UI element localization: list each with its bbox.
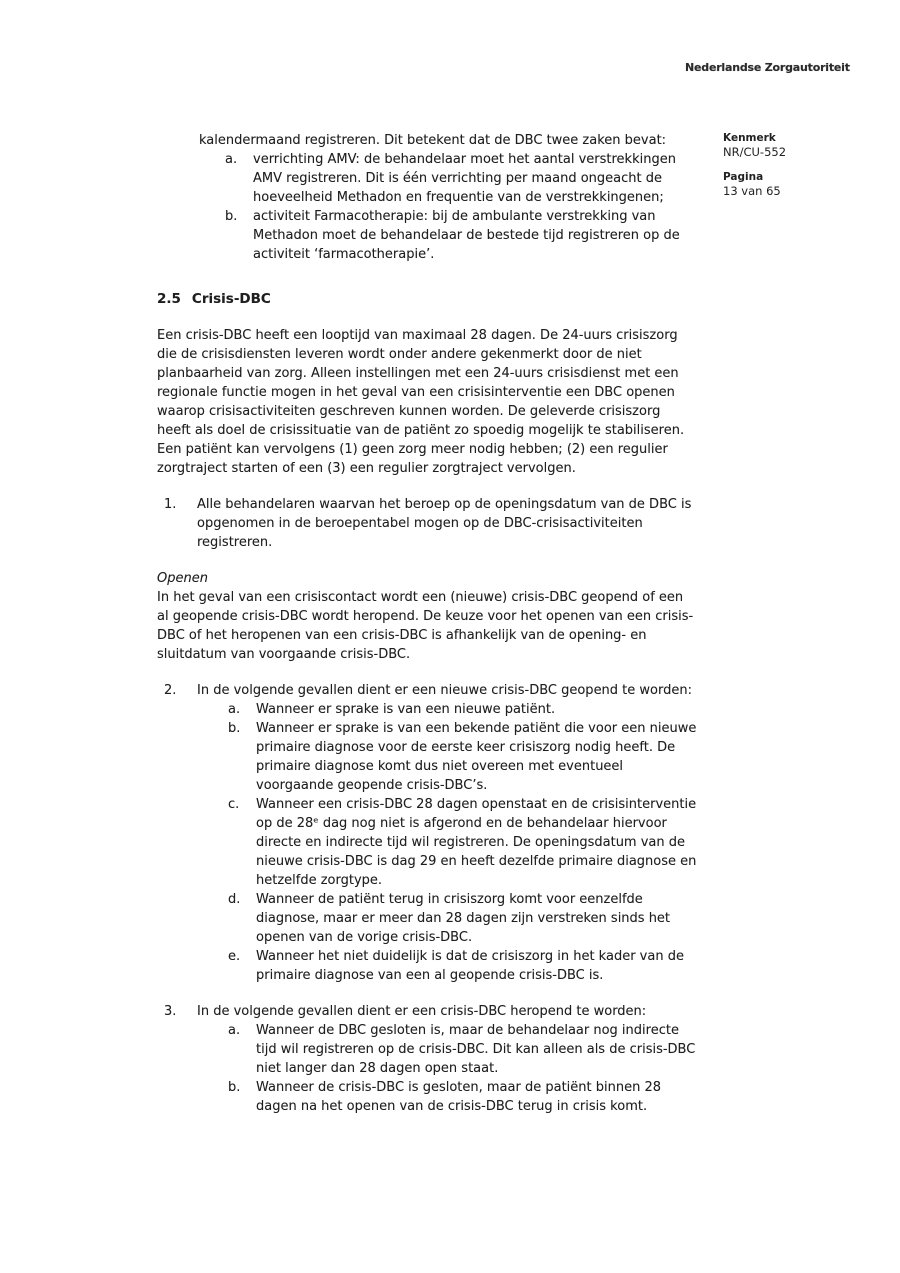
list-text: verrichting AMV: de behandelaar moet het aantal verstrekkingen AMV registreren. Dit is één verrichting per maand ongeacht de hoeveelheid Methadon en frequentie van de verstrekkingenen; xyxy=(253,152,676,205)
list-item xyxy=(228,947,697,985)
document-body xyxy=(157,131,697,1116)
list-item xyxy=(225,207,697,264)
list-text: Wanneer het niet duidelijk is dat de crisiszorg in het kader van de primaire diagnose van een al geopende crisis-DBC is. xyxy=(256,949,684,983)
subheading-openen: Openen xyxy=(157,571,208,586)
numbered-item-2 xyxy=(157,681,697,985)
list-marker: a. xyxy=(228,702,241,717)
numbered-item-3 xyxy=(157,1002,697,1116)
pagina-value: 13 van 65 xyxy=(723,184,781,198)
list-item xyxy=(228,1021,697,1078)
list-marker: a. xyxy=(225,152,238,167)
list-marker: a. xyxy=(228,1023,241,1038)
list-item xyxy=(228,719,697,795)
list-marker: b. xyxy=(228,1080,241,1095)
numbered-item-3-body xyxy=(197,1002,697,1116)
kenmerk-label: Kenmerk xyxy=(723,132,776,144)
list-text: In de volgende gevallen dient er een nieuwe crisis-DBC geopend te worden: xyxy=(197,683,692,698)
list-text: Alle behandelaren waarvan het beroep op de openingsdatum van de DBC is opgenomen in de beroepentabel mogen op de DBC-crisisactiviteiten registreren. xyxy=(197,497,692,550)
numbered-item-3-alpha-list xyxy=(228,1021,697,1116)
list-item xyxy=(228,890,697,947)
nza-logo: Nederlandse Zorgautoriteit xyxy=(685,61,850,74)
list-marker: b. xyxy=(228,721,241,736)
document-meta xyxy=(723,131,873,209)
list-text: In de volgende gevallen dient er een crisis-DBC heropend te worden: xyxy=(197,1004,647,1019)
list-text: Wanneer de patiënt terug in crisiszorg komt voor eenzelfde diagnose, maar er meer dan 28 dagen zijn verstreken sinds het openen van de vorige crisis-DBC. xyxy=(256,892,671,945)
numbered-item-1 xyxy=(157,495,697,552)
list-marker: 3. xyxy=(164,1004,177,1019)
list-item xyxy=(228,1078,697,1116)
numbered-item-2-body xyxy=(197,681,697,985)
list-marker: 1. xyxy=(164,497,177,512)
list-item xyxy=(225,150,697,207)
list-marker: 2. xyxy=(164,683,177,698)
list-text: Wanneer er sprake is van een bekende patiënt die voor een nieuwe primaire diagnose voor de eerste keer crisiszorg nodig heeft. De primaire diagnose komt dus niet overeen met eventueel voorgaande geopende crisis-DBC’s. xyxy=(256,721,697,793)
list-marker: b. xyxy=(225,209,238,224)
list-text: Wanneer er sprake is van een nieuwe patiënt. xyxy=(256,702,556,717)
continuation-alpha-list xyxy=(225,150,697,264)
numbered-item-2-alpha-list xyxy=(228,700,697,985)
list-text: Wanneer een crisis-DBC 28 dagen openstaat en de crisisinterventie op de 28ᵉ dag nog niet is afgerond en de behandelaar hiervoor directe en indirecte tijd wil registreren. De openingsdatum van de nieuwe crisis-DBC is dag 29 en heeft dezelfde primaire diagnose en hetzelfde zorgtype. xyxy=(256,797,697,888)
list-text: Wanneer de crisis-DBC is gesloten, maar de patiënt binnen 28 dagen na het openen van de crisis-DBC terug in crisis komt. xyxy=(256,1080,661,1114)
list-item xyxy=(228,795,697,890)
paragraph-crisis-dbc: Een crisis-DBC heeft een looptijd van maximaal 28 dagen. De 24-uurs crisiszorg die de crisisdiensten leveren wordt onder andere gekenmerkt door de niet planbaarheid van zorg. Alleen instellingen met een 24-uurs crisisdienst met een regionale functie mogen in het geval van een crisisinterventie een DBC openen waarop crisisactiviteiten geschreven kunnen worden. De geleverde crisiszorg heeft als doel de crisissituatie van de patiënt zo spoedig mogelijk te stabiliseren. Een patiënt kan vervolgens (1) geen zorg meer nodig hebben; (2) een regulier zorgtraject starten of een (3) een regulier zorgtraject vervolgen. xyxy=(157,328,685,476)
section-number: 2.5 xyxy=(157,291,181,307)
pagina-label: Pagina xyxy=(723,171,764,183)
section-heading xyxy=(157,290,697,309)
list-text: Wanneer de DBC gesloten is, maar de behandelaar nog indirecte tijd wil registreren op de crisis-DBC. Dit kan alleen als de crisis-DBC niet langer dan 28 dagen open staat. xyxy=(256,1023,696,1076)
list-text: activiteit Farmacotherapie: bij de ambulante verstrekking van Methadon moet de behandelaar de bestede tijd registreren op de activiteit ‘farmacotherapie’. xyxy=(253,209,680,262)
continuation-block xyxy=(199,131,697,264)
list-marker: c. xyxy=(228,797,240,812)
continuation-intro: kalendermaand registreren. Dit betekent dat de DBC twee zaken bevat: xyxy=(199,133,667,148)
list-marker: e. xyxy=(228,949,241,964)
kenmerk-value: NR/CU-552 xyxy=(723,145,787,159)
paragraph-openen: In het geval van een crisiscontact wordt een (nieuwe) crisis-DBC geopend of een al geopende crisis-DBC wordt heropend. De keuze voor het openen van een crisis-DBC of het heropenen van een crisis-DBC is afhankelijk van de opening- en sluitdatum van voorgaande crisis-DBC. xyxy=(157,590,694,662)
list-marker: d. xyxy=(228,892,241,907)
list-item xyxy=(228,700,697,719)
section-title: Crisis-DBC xyxy=(191,291,271,307)
